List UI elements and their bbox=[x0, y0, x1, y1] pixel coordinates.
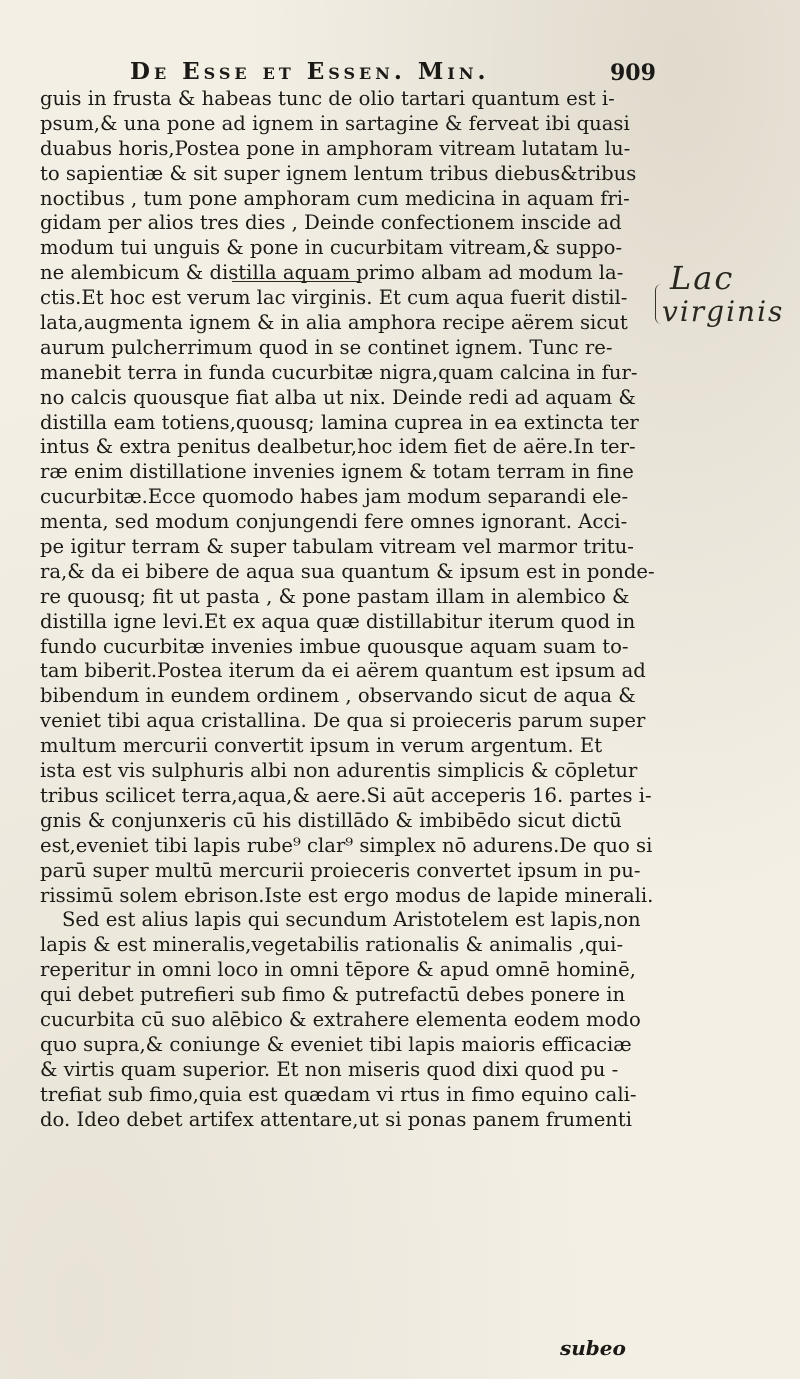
text-line: & virtis quam superior. Et non miseris quod dixi quod pu - bbox=[40, 1057, 619, 1081]
text-line: manebit terra in funda cucurbitæ nigra,quam calcina in fur- bbox=[40, 360, 638, 384]
text-line: quo supra,& coniunge & eveniet tibi lapis maioris efficaciæ bbox=[40, 1032, 632, 1056]
text-line: duabus horis,Postea pone in amphoram vitream lutatam lu- bbox=[40, 136, 631, 160]
text-line: trefiat sub fimo,quia est quædam vi rtus in fimo equino cali- bbox=[40, 1082, 637, 1106]
text-line: ctis.Et hoc est verum lac virginis. Et cum aqua fuerit distil- bbox=[40, 286, 628, 310]
text-line: psum,& una pone ad ignem in sartagine & ferveat ibi quasi bbox=[40, 111, 630, 135]
text-line: gnis & conjunxeris cū his distillādo & imbibēdo sicut dictū bbox=[40, 808, 622, 832]
text-line: ista est vis sulphuris albi non adurentis simplicis & cōpletur bbox=[40, 759, 638, 783]
text-line: distilla eam totiens,quousq; lamina cuprea in ea extincta ter bbox=[40, 410, 639, 434]
text-line: aurum pulcherrimum quod in se continet ignem. Tunc re- bbox=[40, 335, 613, 359]
running-title: De Esse et Essen. Min. bbox=[130, 58, 490, 85]
text-line: menta, sed modum conjungendi fere omnes ignorant. Acci- bbox=[40, 510, 628, 534]
margin-note-line-2: virginis bbox=[662, 295, 785, 328]
text-line: noctibus , tum pone amphoram cum medicina in aquam fri- bbox=[40, 186, 630, 210]
page-number: 909 bbox=[610, 60, 656, 86]
text-line: reperitur in omni loco in omni tēpore & apud omnē hominē, bbox=[40, 958, 636, 982]
text-line: est,eveniet tibi lapis rube⁹ clar⁹ simplex nō adurens.De quo si bbox=[40, 833, 653, 857]
text-line: cucurbitæ.Ecce quomodo habes jam modum separandi ele- bbox=[40, 485, 629, 509]
text-line: lata,augmenta ignem & in alia amphora recipe aërem sicut bbox=[40, 311, 628, 335]
text-line: no calcis quousque fiat alba ut nix. Deinde redi ad aquam & bbox=[40, 385, 636, 409]
text-line: ne alembicum & distilla aquam primo albam ad modum la- bbox=[40, 261, 624, 285]
text-line: re quousq; fit ut pasta , & pone pastam illam in alembico & bbox=[40, 584, 630, 608]
text-line: gidam per alios tres dies , Deinde confectionem inscide ad bbox=[40, 211, 622, 235]
main-text-block bbox=[40, 87, 655, 1132]
text-line: ra,& da ei bibere de aqua sua quantum & ipsum est in ponde- bbox=[40, 559, 655, 583]
text-line: guis in frusta & habeas tunc de olio tartari quantum est i- bbox=[40, 87, 615, 110]
text-line: fundo cucurbitæ invenies imbue quousque aquam suam to- bbox=[40, 634, 629, 658]
text-line: cucurbita cū suo alēbico & extrahere elementa eodem modo bbox=[40, 1007, 641, 1031]
text-line: Sed est alius lapis qui secundum Aristotelem est lapis,non bbox=[62, 908, 641, 932]
text-line: tribus scilicet terra,aqua,& aere.Si aūt acceperis 16. partes i- bbox=[40, 783, 652, 807]
text-line: rissimū solem ebrison.Iste est ergo modus de lapide minerali. bbox=[40, 883, 654, 907]
running-head bbox=[130, 58, 670, 88]
margin-note-line-1: Lac bbox=[670, 259, 735, 297]
text-line: parū super multū mercurii proieceris convertet ipsum in pu- bbox=[40, 858, 641, 882]
text-line: to sapientiæ & sit super ignem lentum tribus diebus&tribus bbox=[40, 161, 637, 185]
text-line: multum mercurii convertit ipsum in verum argentum. Et bbox=[40, 734, 603, 758]
text-line: ræ enim distillatione invenies ignem & totam terram in fine bbox=[40, 460, 634, 484]
text-line: veniet tibi aqua cristallina. De qua si proieceris parum super bbox=[40, 709, 646, 733]
handwritten-underline bbox=[232, 281, 360, 282]
text-line: do. Ideo debet artifex attentare,ut si ponas panem frumenti bbox=[40, 1107, 633, 1131]
text-line: intus & extra penitus dealbetur,hoc idem fiet de aëre.In ter- bbox=[40, 435, 636, 459]
text-line: lapis & est mineralis,vegetabilis rationalis & animalis ,qui- bbox=[40, 933, 624, 957]
text-line: qui debet putrefieri sub fimo & putrefactū debes ponere in bbox=[40, 983, 626, 1007]
handwritten-margin-note bbox=[660, 255, 790, 345]
text-line: distilla igne levi.Et ex aqua quæ distillabitur iterum quod in bbox=[40, 609, 636, 633]
text-line: modum tui unguis & pone in cucurbitam vitream,& suppo- bbox=[40, 236, 623, 260]
text-line: bibendum in eundem ordinem , observando sicut de aqua & bbox=[40, 684, 636, 708]
text-line: pe igitur terram & super tabulam vitream vel marmor tritu- bbox=[40, 535, 634, 559]
catchword: subeo bbox=[560, 1336, 626, 1360]
text-line: tam biberit.Postea iterum da ei aërem quantum est ipsum ad bbox=[40, 659, 646, 683]
